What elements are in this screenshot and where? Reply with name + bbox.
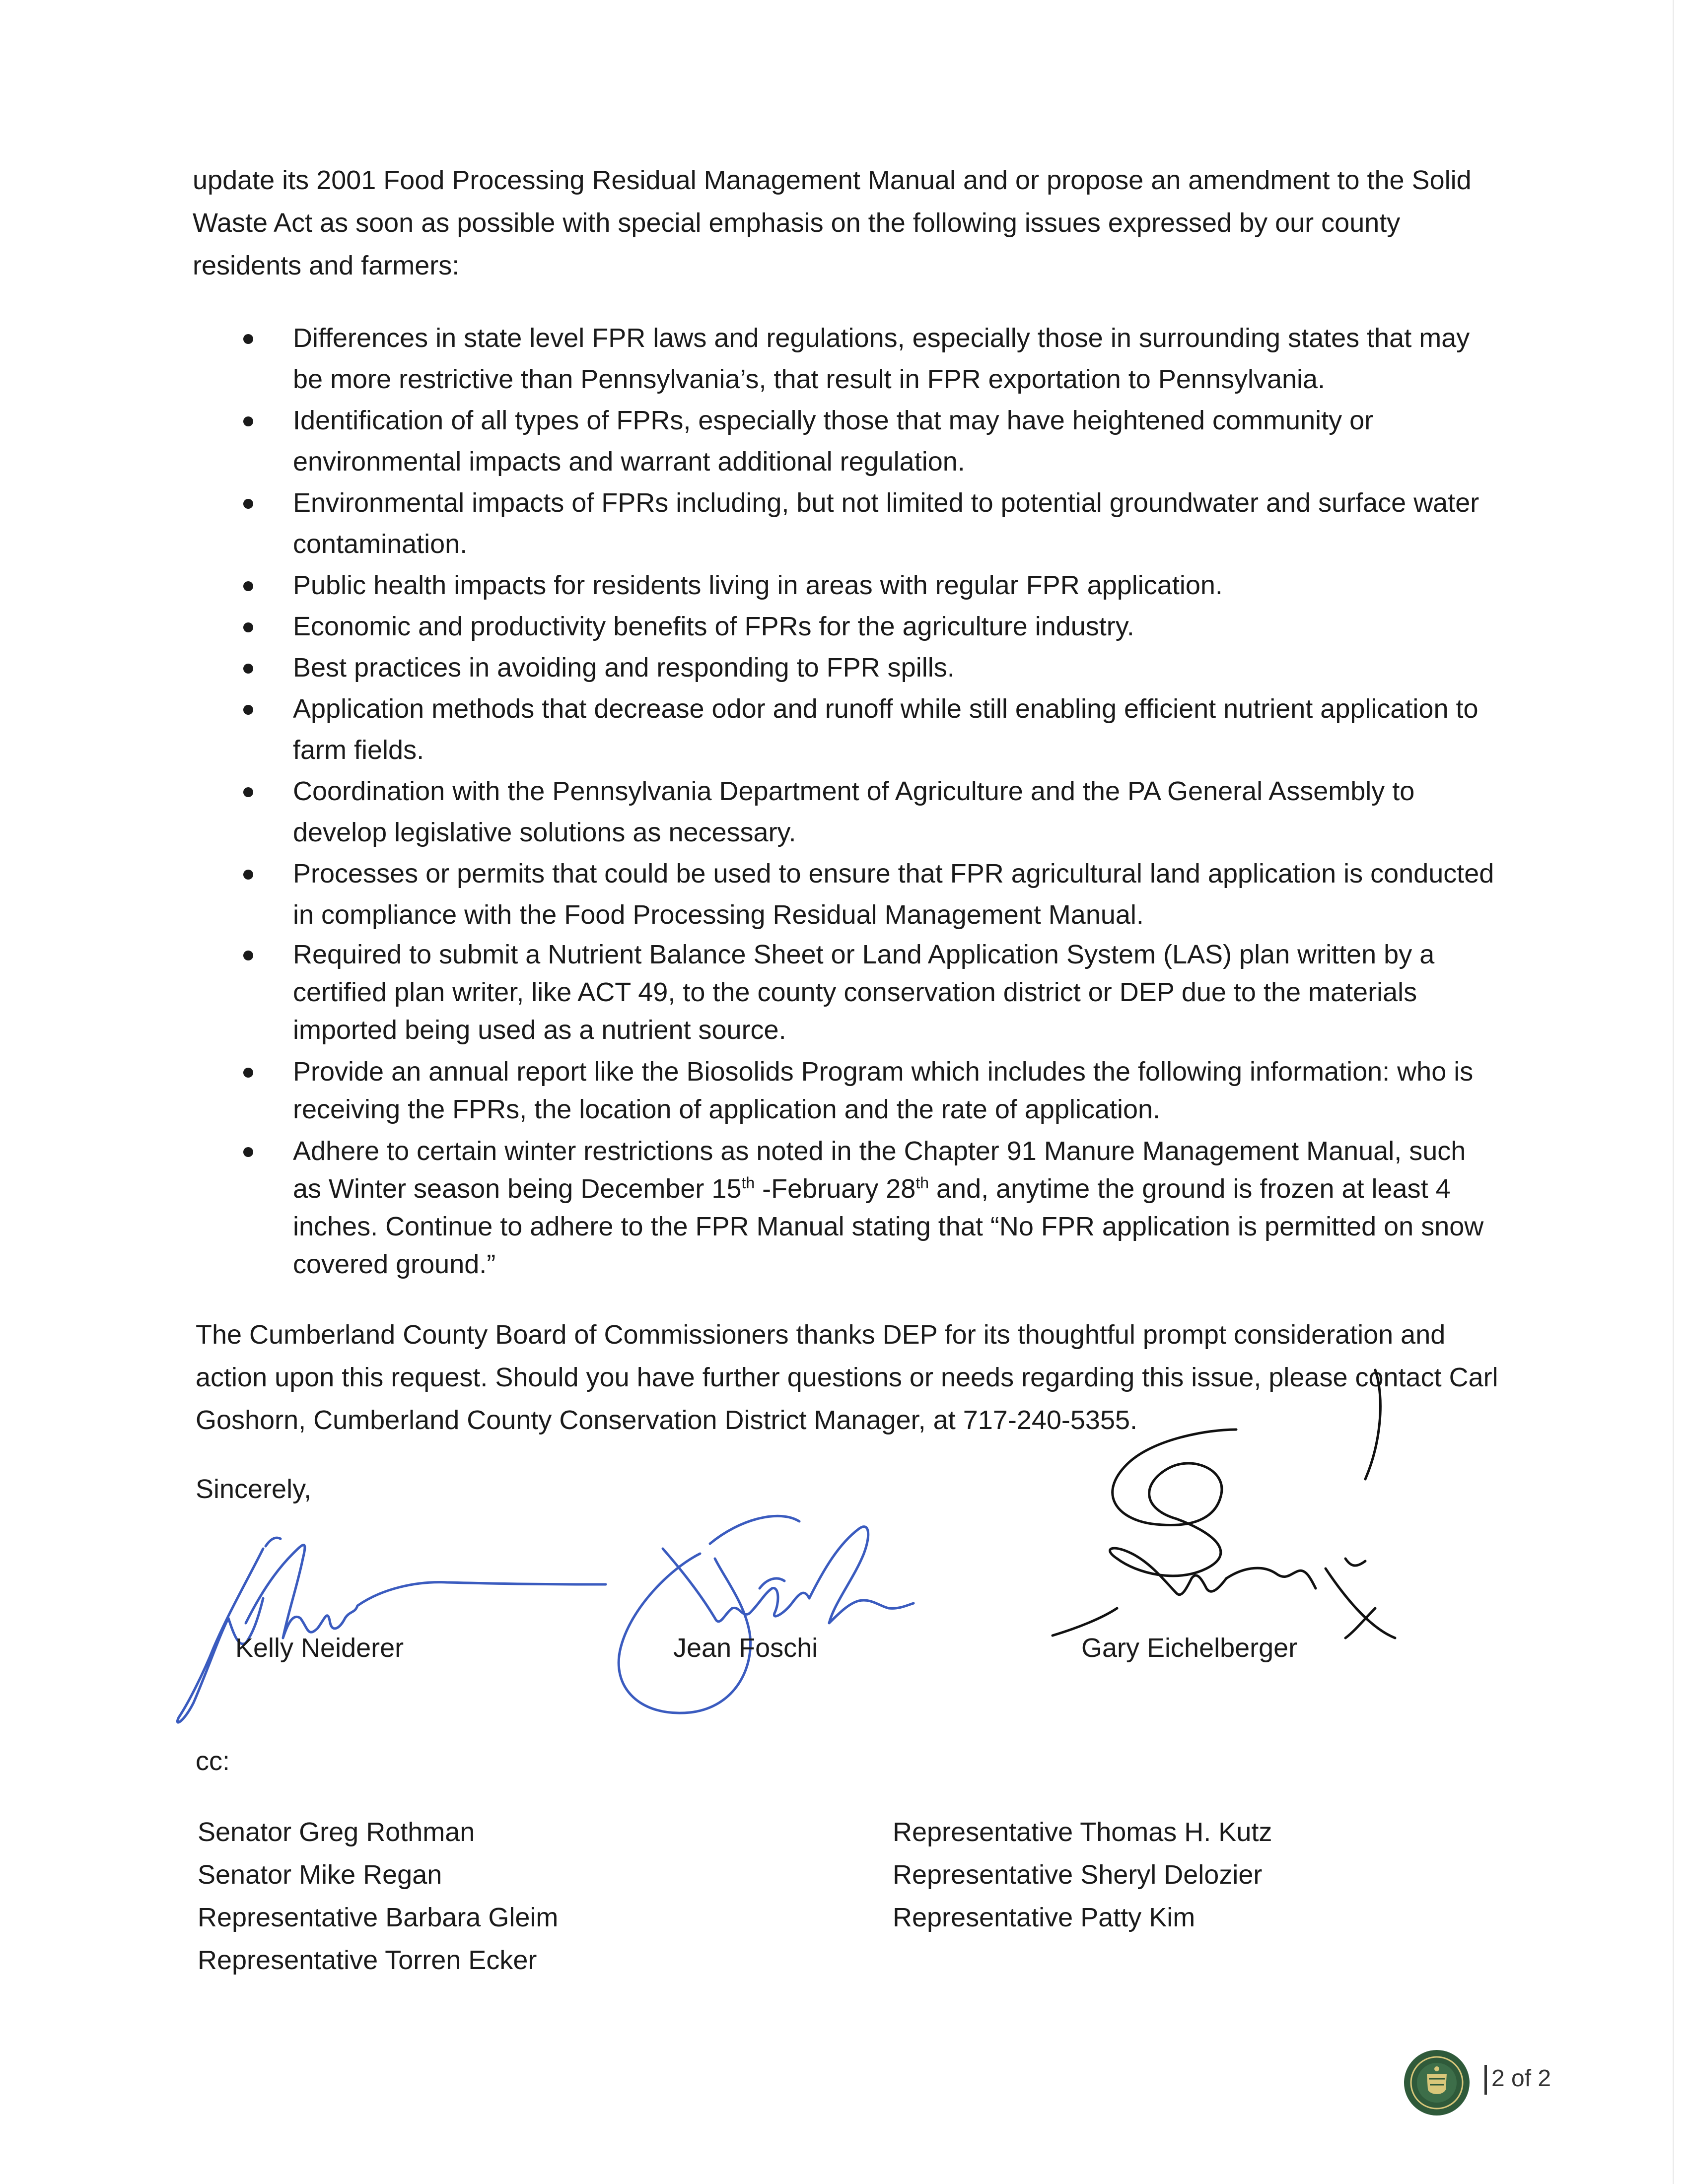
county-seal-icon bbox=[1403, 2049, 1471, 2116]
cc-recipient: Representative Sheryl Delozier bbox=[893, 1860, 1263, 1890]
bullet-icon bbox=[243, 622, 253, 632]
signer-name: Jean Foschi bbox=[673, 1633, 818, 1663]
list-item: Provide an annual report like the Biosolids Program which includes the following information: who is receiving the FPRs, the location of application and the rate of application. bbox=[243, 1053, 1494, 1128]
list-item: Adhere to certain winter restrictions as noted in the Chapter 91 Manure Management Manual, such as Winter season being December 15th -February 28th and, anytime the ground is frozen at least 4 inches. Continue to adhere to the FPR Manual stating that “No FPR application is permitted on snow covered ground.” bbox=[243, 1132, 1494, 1283]
list-item: Environmental impacts of FPRs including, but not limited to potential groundwater and surface water contamination. bbox=[243, 482, 1494, 565]
bullet-icon bbox=[243, 951, 253, 960]
cc-recipient: Senator Mike Regan bbox=[198, 1860, 442, 1890]
footer-divider bbox=[1484, 2065, 1487, 2095]
bullet-icon bbox=[243, 664, 253, 674]
sincerely-text: Sincerely, bbox=[196, 1474, 312, 1504]
signature-jean-foschi bbox=[601, 1494, 918, 1727]
list-item: Coordination with the Pennsylvania Department of Agriculture and the PA General Assembly to develop legislative solutions as necessary. bbox=[243, 771, 1494, 853]
list-item: Economic and productivity benefits of FPRs for the agriculture industry. bbox=[243, 606, 1494, 647]
issues-list bbox=[243, 318, 1494, 1287]
cc-recipient: Senator Greg Rothman bbox=[198, 1817, 475, 1847]
scan-edge bbox=[1673, 0, 1674, 2184]
cc-recipient: Representative Barbara Gleim bbox=[198, 1903, 559, 1932]
cc-label: cc: bbox=[196, 1746, 230, 1776]
list-item: Processes or permits that could be used to ensure that FPR agricultural land application is conducted in compliance with the Food Processing Residual Management Manual. bbox=[243, 853, 1494, 936]
bullet-icon bbox=[243, 705, 253, 715]
list-item: Differences in state level FPR laws and regulations, especially those in surrounding states that may be more restrictive than Pennsylvania’s, that result in FPR exportation to Pennsylvania. bbox=[243, 318, 1494, 400]
cc-recipient: Representative Thomas H. Kutz bbox=[893, 1817, 1272, 1847]
list-item: Application methods that decrease odor and runoff while still enabling efficient nutrient application to farm fields. bbox=[243, 688, 1494, 771]
bullet-icon bbox=[243, 1147, 253, 1157]
closing-paragraph: The Cumberland County Board of Commissioners thanks DEP for its thoughtful prompt consideration and action upon this request. Should you have further questions or needs regarding this issue, please contact Carl Goshorn, Cumberland County Conservation District Manager, at 717-240-5355. bbox=[196, 1320, 1498, 1435]
signer-name: Gary Eichelberger bbox=[1081, 1633, 1298, 1663]
cc-recipient: Representative Patty Kim bbox=[893, 1903, 1196, 1932]
bullet-icon bbox=[243, 870, 253, 880]
list-item: Public health impacts for residents living in areas with regular FPR application. bbox=[243, 565, 1494, 606]
page-number: 2 of 2 bbox=[1491, 2065, 1551, 2092]
bullet-icon bbox=[243, 581, 253, 591]
bullet-icon bbox=[243, 416, 253, 426]
bullet-icon bbox=[243, 499, 253, 509]
cc-list-left bbox=[198, 1811, 558, 1981]
bullet-icon bbox=[243, 334, 253, 344]
list-item: Identification of all types of FPRs, especially those that may have heightened community or environmental impacts and warrant additional regulation. bbox=[243, 400, 1494, 482]
cc-list-right bbox=[893, 1811, 1272, 1939]
list-item: Required to submit a Nutrient Balance Sheet or Land Application System (LAS) plan written by a certified plan writer, like ACT 49, to the county conservation district or DEP due to the materials imported being used as a nutrient source. bbox=[243, 936, 1494, 1049]
signature-kelly-neiderer bbox=[159, 1499, 626, 1737]
list-item: Best practices in avoiding and responding to FPR spills. bbox=[243, 647, 1494, 688]
cc-recipient: Representative Torren Ecker bbox=[198, 1945, 537, 1975]
bullet-icon bbox=[243, 787, 253, 797]
signer-name: Kelly Neiderer bbox=[235, 1633, 404, 1663]
intro-paragraph: update its 2001 Food Processing Residual Management Manual and or propose an amendment to the Solid Waste Act as soon as possible with special emphasis on the following issues expressed by our county residents and farmers: bbox=[193, 165, 1472, 280]
bullet-icon bbox=[243, 1068, 253, 1078]
